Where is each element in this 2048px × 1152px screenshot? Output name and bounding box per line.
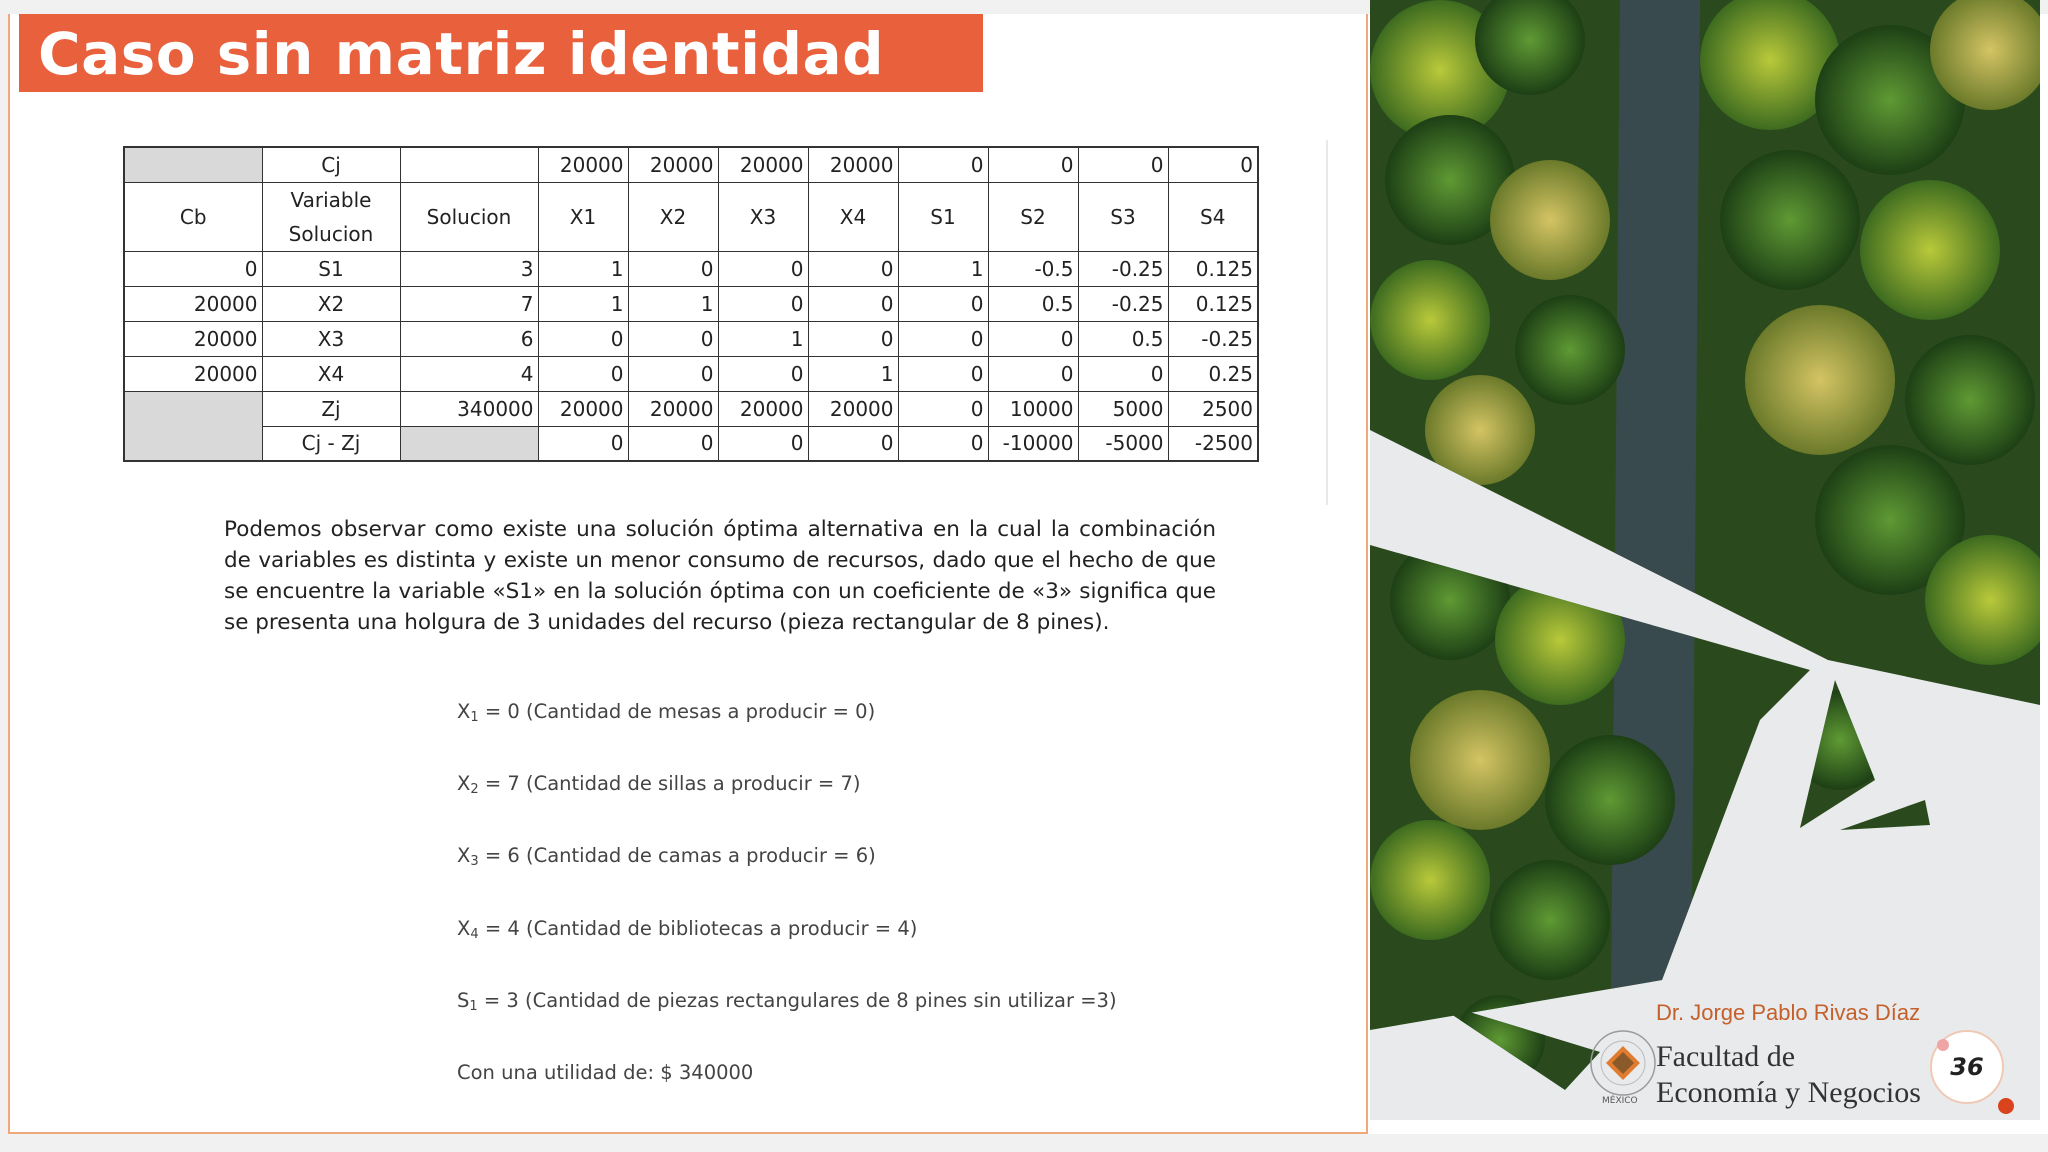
zj-value: 0 [898, 391, 988, 426]
coefficient: 0 [628, 356, 718, 391]
cjzj-label: Cj - Zj [262, 426, 400, 461]
result-variable: X [457, 917, 471, 940]
simplex-tableau [123, 146, 1259, 462]
coefficient: 0.125 [1168, 251, 1258, 286]
cjzj-value: 0 [898, 426, 988, 461]
cb-value: 20000 [124, 286, 262, 321]
coefficient: 0.25 [1168, 356, 1258, 391]
coefficient: -0.5 [988, 251, 1078, 286]
cjzj-value: -2500 [1168, 426, 1258, 461]
cjzj-value: -10000 [988, 426, 1078, 461]
zj-label: Zj [262, 391, 400, 426]
coefficient: 1 [718, 321, 808, 356]
header-column: X4 [808, 182, 898, 251]
badge-dot-decoration [1937, 1039, 1949, 1051]
zj-value: 20000 [718, 391, 808, 426]
header-variable-line1: Variable [290, 187, 372, 212]
header-column: X3 [718, 182, 808, 251]
coefficient: 0 [538, 356, 628, 391]
header-variable-line2: Solucion [288, 221, 374, 246]
cjzj-value: 0 [538, 426, 628, 461]
empty-cell [400, 147, 538, 182]
coefficient: 0 [898, 286, 988, 321]
coefficient: 0 [718, 286, 808, 321]
zj-solution: 340000 [400, 391, 538, 426]
cb-value: 0 [124, 251, 262, 286]
cjzj-value: -5000 [1078, 426, 1168, 461]
header-solucion: Solucion [400, 182, 538, 251]
header-column: X2 [628, 182, 718, 251]
decorative-forest-panel [1370, 0, 2040, 1120]
basic-variable: X3 [262, 321, 400, 356]
cj-value: 20000 [628, 147, 718, 182]
result-subscript: 4 [470, 927, 479, 942]
coefficient: 1 [808, 356, 898, 391]
cj-value: 0 [988, 147, 1078, 182]
zj-value: 5000 [1078, 391, 1168, 426]
header-variable [262, 182, 400, 251]
header-column: S2 [988, 182, 1078, 251]
faculty-name-line1: Facultad de [1656, 1040, 1796, 1073]
result-variable: S [457, 989, 470, 1012]
coefficient: 0.125 [1168, 286, 1258, 321]
coefficient: 0 [808, 321, 898, 356]
result-subscript: 1 [470, 710, 479, 725]
result-variable: X [457, 844, 471, 867]
coefficient: 0 [718, 251, 808, 286]
coefficient: 0 [538, 321, 628, 356]
empty-cell [124, 391, 262, 461]
header-cb: Cb [124, 182, 262, 251]
coefficient: -0.25 [1078, 251, 1168, 286]
result-variable: X [457, 772, 471, 795]
result-variable: X [457, 700, 471, 723]
table-row [124, 356, 1258, 391]
table-row [124, 286, 1258, 321]
coefficient: 1 [628, 286, 718, 321]
coefficient: 1 [898, 251, 988, 286]
coefficient: -0.25 [1168, 321, 1258, 356]
result-subscript: 3 [470, 854, 479, 869]
coefficient: 0 [628, 321, 718, 356]
result-subscript: 1 [469, 999, 478, 1014]
cjzj-value: 0 [628, 426, 718, 461]
cj-label: Cj [262, 147, 400, 182]
cb-value: 20000 [124, 321, 262, 356]
zj-value: 10000 [988, 391, 1078, 426]
coefficient: 1 [538, 286, 628, 321]
cj-row [124, 147, 1258, 182]
coefficient: 0.5 [988, 286, 1078, 321]
result-line [457, 1061, 753, 1084]
result-line [457, 772, 860, 797]
result-line [457, 917, 917, 942]
result-subscript: 2 [470, 782, 479, 797]
result-text: = 7 (Cantidad de sillas a producir = 7) [478, 772, 861, 795]
faculty-name-line2: Economía y Negocios [1656, 1076, 1921, 1109]
coefficient: 0 [898, 321, 988, 356]
zj-value: 2500 [1168, 391, 1258, 426]
header-row [124, 182, 1258, 251]
coefficient: 0 [628, 251, 718, 286]
basic-variable: X2 [262, 286, 400, 321]
coefficient: -0.25 [1078, 286, 1168, 321]
zj-value: 20000 [538, 391, 628, 426]
empty-cell [400, 426, 538, 461]
cj-value: 0 [1168, 147, 1258, 182]
result-line [457, 989, 1117, 1014]
zj-row [124, 391, 1258, 426]
cb-value: 20000 [124, 356, 262, 391]
solution-value: 6 [400, 321, 538, 356]
seal-label: MÉXICO [1602, 1096, 1638, 1106]
coefficient: 0 [808, 286, 898, 321]
coefficient: 0 [988, 321, 1078, 356]
badge-dot-decoration [1998, 1098, 2014, 1114]
solution-value: 4 [400, 356, 538, 391]
table-row [124, 251, 1258, 286]
cj-value: 20000 [538, 147, 628, 182]
coefficient: 0 [718, 356, 808, 391]
basic-variable: X4 [262, 356, 400, 391]
solution-value: 7 [400, 286, 538, 321]
slide-title: Caso sin matriz identidad [38, 20, 885, 88]
zj-value: 20000 [628, 391, 718, 426]
coefficient: 1 [538, 251, 628, 286]
cj-value: 0 [1078, 147, 1168, 182]
result-text: Con una utilidad de: $ 340000 [457, 1061, 754, 1084]
header-column: S1 [898, 182, 988, 251]
cj-value: 0 [898, 147, 988, 182]
explanation-paragraph: Podemos observar como existe una solución óptima alternativa en la cual la combinación de variables es distinta y existe un menor consumo de recursos, dado que el hecho de que se encuentre la variable «S1» en la solución óptima con un coeficiente de «3» significa que se presenta una holgura de 3 unidades del recurso (pieza rectangular de 8 pines). [224, 517, 1216, 635]
cj-value: 20000 [718, 147, 808, 182]
cjzj-value: 0 [808, 426, 898, 461]
forest-image [1370, 0, 2040, 1120]
basic-variable: S1 [262, 251, 400, 286]
cjzj-value: 0 [718, 426, 808, 461]
result-text: = 4 (Cantidad de bibliotecas a producir = 4) [478, 917, 918, 940]
cjzj-row [124, 426, 1258, 461]
result-line [457, 700, 875, 725]
university-seal-icon [1588, 1028, 1658, 1098]
header-column: S4 [1168, 182, 1258, 251]
empty-cell [124, 147, 262, 182]
author-name: Dr. Jorge Pablo Rivas Díaz [1656, 1000, 1921, 1025]
coefficient: 0 [898, 356, 988, 391]
header-column: X1 [538, 182, 628, 251]
result-text: = 6 (Cantidad de camas a producir = 6) [478, 844, 876, 867]
coefficient: 0.5 [1078, 321, 1168, 356]
result-text: = 0 (Cantidad de mesas a producir = 0) [478, 700, 876, 723]
solution-value: 3 [400, 251, 538, 286]
coefficient: 0 [1078, 356, 1168, 391]
zj-value: 20000 [808, 391, 898, 426]
table-row [124, 321, 1258, 356]
page-number: 36 [1950, 1053, 1984, 1081]
coefficient: 0 [808, 251, 898, 286]
result-text: = 3 (Cantidad de piezas rectangulares de 8 pines sin utilizar =3) [477, 989, 1117, 1012]
cj-value: 20000 [808, 147, 898, 182]
result-line [457, 844, 876, 869]
coefficient: 0 [988, 356, 1078, 391]
divider-line [1326, 140, 1328, 505]
header-column: S3 [1078, 182, 1168, 251]
